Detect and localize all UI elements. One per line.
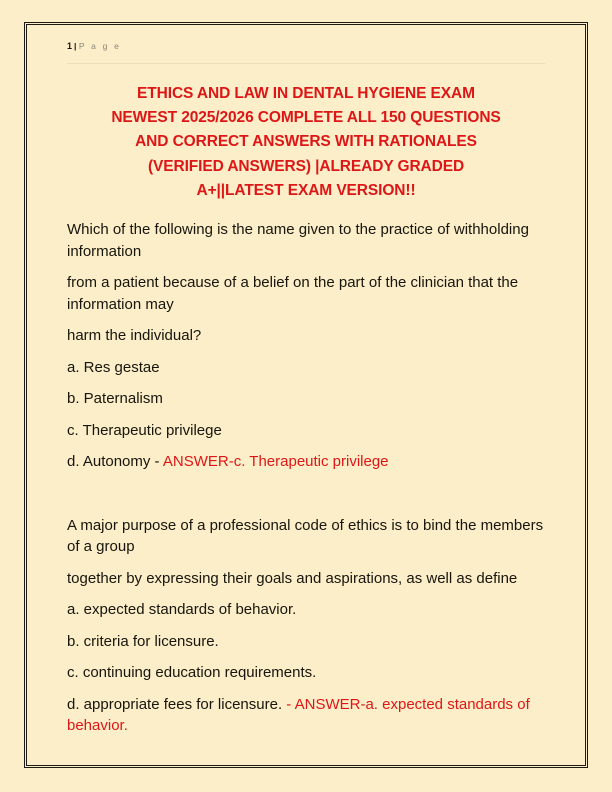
answer-option — [67, 599, 545, 621]
option-text: b. criteria for licensure. — [67, 632, 219, 650]
answer-option — [67, 388, 545, 410]
option-text: c. continuing education requirements. — [67, 664, 317, 682]
question-stem: A major purpose of a professional code of ethics is to bind the members of a group — [67, 516, 544, 556]
title-line-3: AND CORRECT ANSWERS WITH RATIONALES — [135, 133, 477, 151]
header-separator: | — [74, 41, 77, 51]
answer-option — [67, 662, 545, 684]
answer-option — [67, 694, 545, 737]
question-stem: together by expressing their goals and aspirations, as well as define — [67, 569, 518, 587]
answer-option — [67, 420, 545, 442]
answer-option — [67, 631, 545, 653]
option-text: b. Paternalism — [67, 390, 163, 408]
question-block — [67, 219, 545, 473]
question-stem: from a patient because of a belief on the part of the clinician that the information may — [67, 274, 519, 313]
document-body — [45, 219, 567, 737]
page-border-frame — [24, 22, 588, 768]
option-text: d. Autonomy - — [67, 453, 163, 471]
answer-option — [67, 451, 545, 473]
question-block — [67, 515, 545, 737]
document-title — [45, 82, 567, 203]
running-header — [45, 39, 567, 61]
header-page-number: 1 — [67, 41, 73, 51]
question-stem: harm the individual? — [67, 327, 202, 345]
option-text: d. appropriate fees for licensure. — [67, 695, 287, 713]
title-line-4: (VERIFIED ANSWERS) |ALREADY GRADED — [147, 157, 465, 175]
option-text: c. Therapeutic privilege — [67, 421, 222, 439]
header-page-label: P a g e — [78, 41, 122, 51]
answer-key: ANSWER-c. Therapeutic privilege — [162, 453, 389, 471]
header-divider — [67, 63, 545, 64]
option-text: a. expected standards of behavior. — [67, 601, 297, 619]
answer-option — [67, 357, 545, 379]
option-text: a. Res gestae — [67, 358, 160, 376]
title-line-5: A+||LATEST EXAM VERSION!! — [196, 181, 416, 199]
page-content-area — [27, 25, 585, 765]
title-line-1: ETHICS AND LAW IN DENTAL HYGIENE EXAM — [137, 85, 475, 102]
question-stem: Which of the following is the name given to the practice of withholding information — [67, 221, 529, 260]
title-line-2: NEWEST 2025/2026 COMPLETE ALL 150 QUESTIONS — [111, 109, 501, 127]
answer-key: - ANSWER-a. expected standards of behavior. — [67, 695, 530, 735]
